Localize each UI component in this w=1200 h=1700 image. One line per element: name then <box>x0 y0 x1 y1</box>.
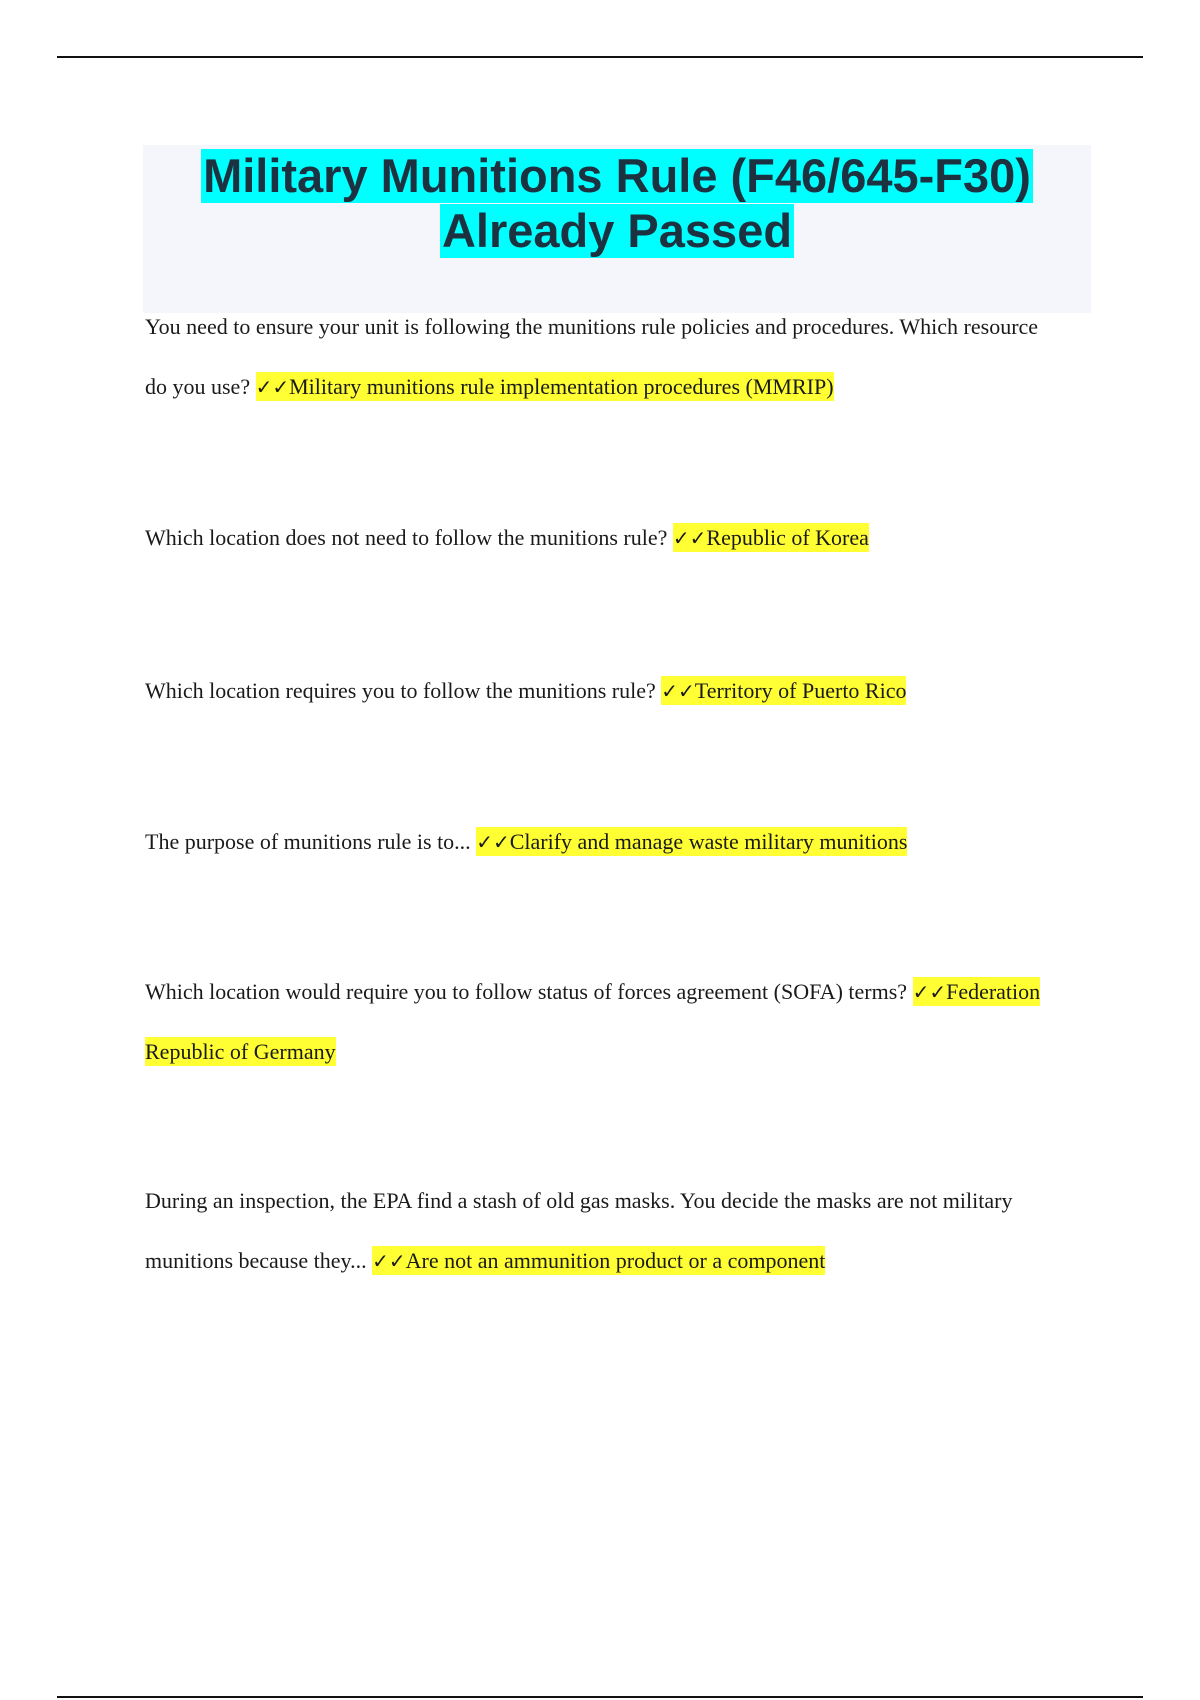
question-text: The purpose of munitions rule is to... <box>145 829 477 854</box>
question-text: You need to ensure your unit is following the munitions rule policies and procedures. Which resource do you use? <box>145 314 1039 399</box>
answer-highlight <box>256 372 834 401</box>
header-rule <box>57 56 1143 58</box>
answer-highlight <box>476 827 907 856</box>
qa-item-4 <box>145 812 1065 872</box>
question-text: Which location would require you to follow status of forces agreement (SOFA) terms? <box>145 979 913 1004</box>
answer-highlight <box>661 676 906 705</box>
question-text: During an inspection, the EPA find a stash of old gas masks. You decide the masks are not military munitions because they... <box>145 1188 1013 1273</box>
answer-text: Republic of Korea <box>706 525 869 550</box>
qa-item-3 <box>145 661 1065 721</box>
answer-text: Territory of Puerto Rico <box>694 678 907 703</box>
double-check-icon: ✓✓ <box>372 1249 406 1273</box>
answer-highlight <box>372 1246 825 1275</box>
answer-highlight <box>673 523 869 552</box>
document-title-line-2: Already Passed <box>441 204 793 257</box>
double-check-icon: ✓✓ <box>672 526 707 550</box>
double-check-icon: ✓✓ <box>255 375 290 399</box>
answer-text: Are not an ammunition product or a component <box>405 1248 826 1273</box>
double-check-icon: ✓✓ <box>912 980 947 1004</box>
footer-rule <box>57 1696 1143 1698</box>
qa-item-5 <box>145 962 1065 1082</box>
qa-item-2 <box>145 508 1065 568</box>
question-text: Which location does not need to follow the munitions rule? <box>145 525 673 550</box>
title-block <box>143 145 1091 313</box>
answer-text: Clarify and manage waste military munitions <box>509 829 908 854</box>
qa-item-1 <box>145 297 1065 417</box>
answer-text: Military munitions rule implementation procedures (MMRIP) <box>289 374 834 399</box>
double-check-icon: ✓✓ <box>476 830 510 854</box>
qa-item-6 <box>145 1171 1065 1291</box>
double-check-icon: ✓✓ <box>661 679 695 703</box>
document-title-line-1: Military Munitions Rule (F46/645-F30) <box>203 149 1031 202</box>
answer-text: Federation Republic of Germany <box>145 979 1041 1064</box>
question-text: Which location requires you to follow the munitions rule? <box>145 678 662 703</box>
